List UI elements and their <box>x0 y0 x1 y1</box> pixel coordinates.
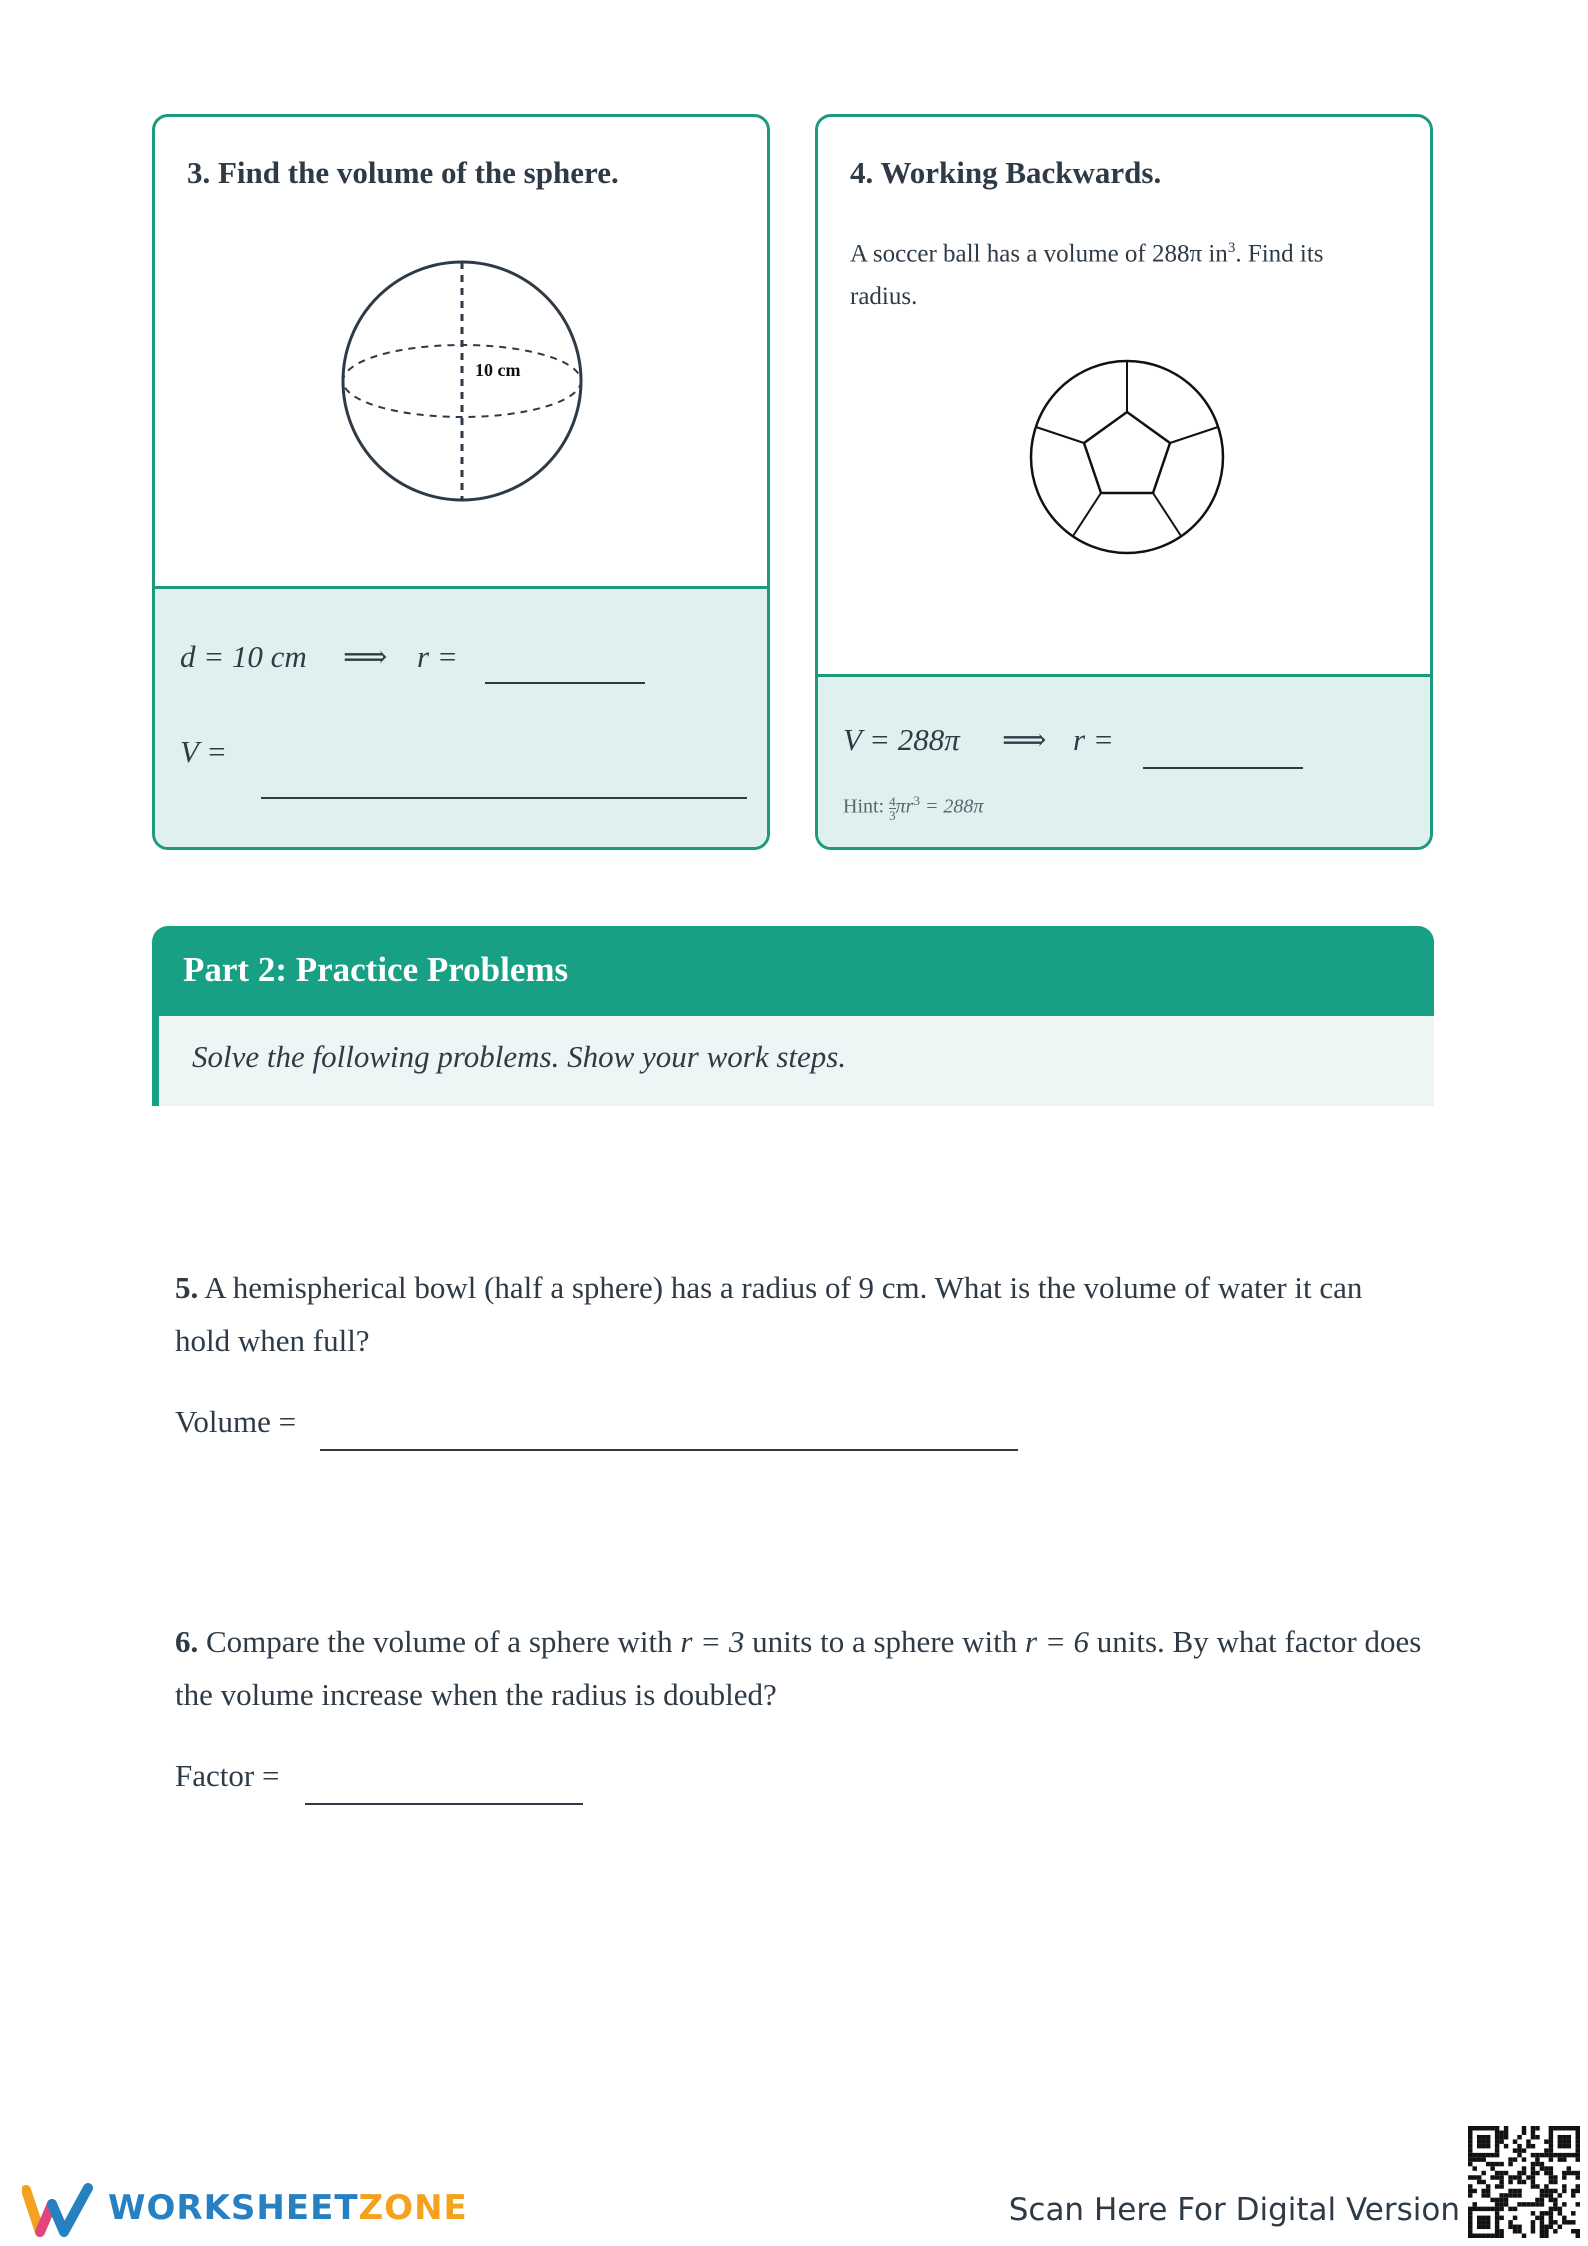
radius-equals: r = <box>417 639 458 674</box>
radius-3: r = 3 <box>680 1624 745 1659</box>
given-volume: V = 288π <box>843 722 960 757</box>
worksheetzone-logo-icon <box>22 2182 94 2238</box>
radius-answer-blank[interactable] <box>485 682 645 684</box>
volume-answer-blank[interactable] <box>261 797 747 799</box>
problem-3-answer-area <box>155 586 767 847</box>
problem-4-answer-area <box>818 674 1430 847</box>
problem-5-answer-blank[interactable] <box>320 1449 1018 1451</box>
soccer-ball-icon <box>1027 357 1227 557</box>
hint-exponent: 3 <box>913 793 920 808</box>
problem-6-answer-blank[interactable] <box>305 1803 583 1805</box>
hint-label: Hint: <box>843 795 885 818</box>
problem-4-description <box>850 227 1390 318</box>
hint-text <box>843 793 983 822</box>
problem-6-text <box>175 1615 1425 1721</box>
desc-exponent: 3 <box>1227 240 1236 256</box>
implies-arrow: ⟹ <box>343 639 388 674</box>
problem-3-title: 3. Find the volume of the sphere. <box>187 155 619 190</box>
problem-5-number: 5. <box>175 1270 199 1305</box>
desc-part-a: A soccer ball has a volume of 288π in <box>850 240 1228 268</box>
hint-expression: πr <box>895 795 914 818</box>
volume-label: Volume = <box>175 1404 297 1439</box>
sphere-diagram <box>332 251 592 511</box>
problem-5-question: A hemispherical bowl (half a sphere) has a radius of 9 cm. What is the volume of water it can hold when full? <box>175 1270 1363 1358</box>
desc-part-b: . Find its radius. <box>850 240 1324 311</box>
hint-fraction-numerator: 4 <box>889 793 896 809</box>
radius-answer-blank[interactable] <box>1143 767 1303 769</box>
part-2-header <box>152 926 1434 1016</box>
scan-caption: Scan Here For Digital Version <box>1008 2192 1460 2228</box>
factor-label: Factor = <box>175 1758 280 1793</box>
part-2-subtitle: Solve the following problems. Show your work steps. <box>192 1039 847 1074</box>
sphere-diameter-label: 10 cm <box>475 360 521 380</box>
brand-name-part-2: ZONE <box>358 2188 468 2228</box>
qr-code-icon[interactable] <box>1468 2126 1580 2238</box>
problem-5-text <box>175 1261 1425 1367</box>
problem-6-part-c: units. By what factor does the volume increase when the radius is doubled? <box>175 1624 1422 1712</box>
problem-4-title: 4. Working Backwards. <box>850 155 1162 190</box>
problem-3-card <box>152 114 770 850</box>
radius-6: r = 6 <box>1025 1624 1089 1659</box>
hint-fraction-denominator: 3 <box>889 807 896 823</box>
problem-6-part-a: Compare the volume of a sphere with <box>198 1624 681 1659</box>
part-2-title: Part 2: Practice Problems <box>183 950 569 989</box>
problem-6-number: 6. <box>175 1624 199 1659</box>
hint-tail: = 288π <box>919 795 984 818</box>
radius-equals: r = <box>1073 722 1114 757</box>
part-2-instructions <box>152 1016 1434 1106</box>
brand-name-part-1: WORKSHEET <box>108 2188 359 2228</box>
given-diameter: d = 10 cm <box>180 639 307 674</box>
implies-arrow: ⟹ <box>1002 722 1047 757</box>
problem-4-card <box>815 114 1433 850</box>
volume-equals: V = <box>180 734 228 769</box>
brand-name <box>108 2188 468 2228</box>
problem-6-part-b: units to a sphere with <box>744 1624 1026 1659</box>
